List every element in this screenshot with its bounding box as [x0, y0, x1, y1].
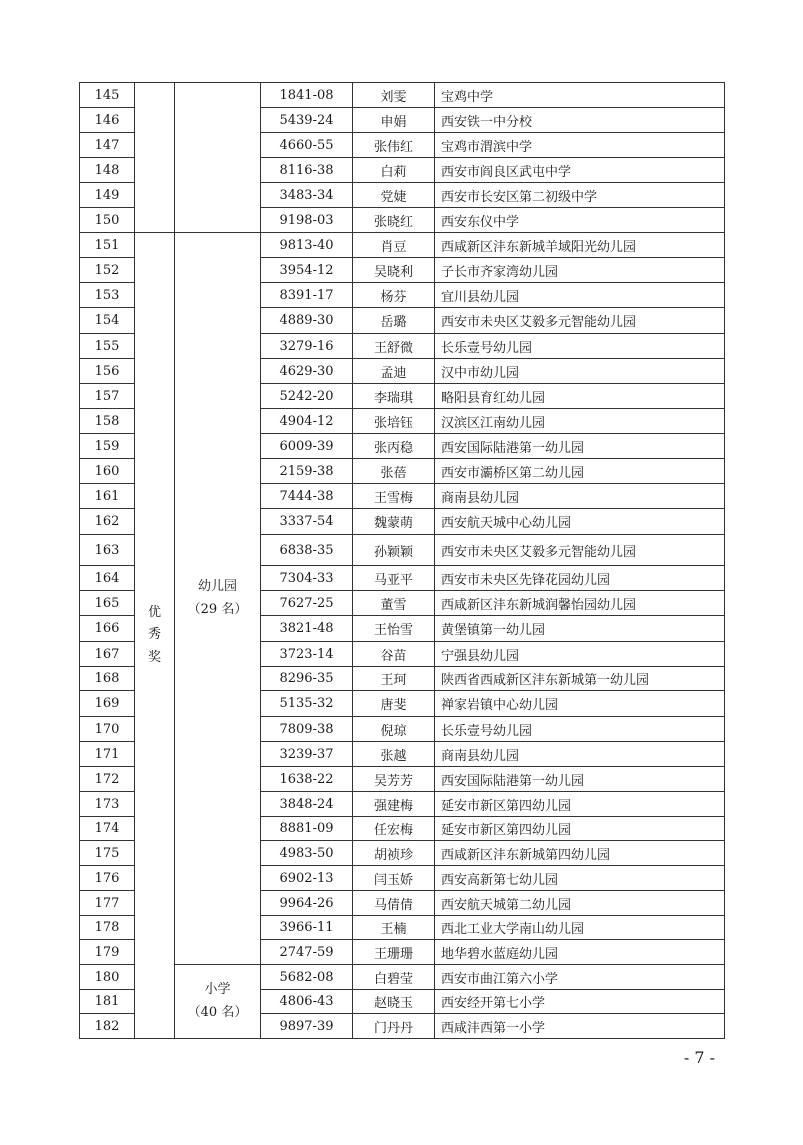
teacher-name-cell: 赵晓玉 [353, 990, 435, 1014]
page-number: - 7 - [683, 1048, 715, 1067]
row-number-cell: 166 [80, 616, 135, 642]
entry-code-cell: 1638-22 [261, 767, 353, 792]
category-group-cell [175, 83, 261, 233]
school-name-cell: 西安航天城中心幼儿园 [435, 509, 725, 535]
entry-code-cell: 8116-38 [261, 158, 353, 183]
entry-code-cell: 2159-38 [261, 459, 353, 484]
teacher-name-cell: 马倩倩 [353, 891, 435, 916]
entry-code-cell: 9813-40 [261, 233, 353, 258]
school-name-cell: 商南县幼儿园 [435, 742, 725, 767]
category-group-cell: 小学 （40 名） [175, 965, 261, 1039]
school-name-cell: 宝鸡市渭滨中学 [435, 133, 725, 158]
row-number-cell: 151 [80, 233, 135, 258]
school-name-cell: 西安市灞桥区第二幼儿园 [435, 459, 725, 484]
teacher-name-cell: 孟迪 [353, 359, 435, 384]
school-name-cell: 西咸新区沣东新城羊域阳光幼儿园 [435, 233, 725, 258]
school-name-cell: 西安东仪中学 [435, 208, 725, 233]
school-name-cell: 宝鸡中学 [435, 83, 725, 108]
row-number-cell: 152 [80, 258, 135, 283]
school-name-cell: 西安经开第七小学 [435, 990, 725, 1014]
school-name-cell: 西安国际陆港第一幼儿园 [435, 434, 725, 459]
school-name-cell: 宁强县幼儿园 [435, 642, 725, 667]
teacher-name-cell: 岳璐 [353, 308, 435, 334]
row-number-cell: 145 [80, 83, 135, 108]
teacher-name-cell: 任宏梅 [353, 817, 435, 841]
teacher-name-cell: 张蓓 [353, 459, 435, 484]
row-number-cell: 165 [80, 591, 135, 616]
entry-code-cell: 4629-30 [261, 359, 353, 384]
school-name-cell: 西安高新第七幼儿园 [435, 866, 725, 891]
row-number-cell: 159 [80, 434, 135, 459]
teacher-name-cell: 申娟 [353, 108, 435, 133]
row-number-cell: 176 [80, 866, 135, 891]
teacher-name-cell: 肖豆 [353, 233, 435, 258]
entry-code-cell: 4983-50 [261, 841, 353, 866]
school-name-cell: 地华碧水蓝庭幼儿园 [435, 940, 725, 965]
teacher-name-cell: 马亚平 [353, 566, 435, 591]
award-level-cell-continued [135, 83, 175, 233]
school-name-cell: 汉滨区江南幼儿园 [435, 409, 725, 434]
entry-code-cell: 5682-08 [261, 965, 353, 990]
teacher-name-cell: 吴晓利 [353, 258, 435, 283]
entry-code-cell: 9198-03 [261, 208, 353, 233]
school-name-cell: 西安市未央区先锋花园幼儿园 [435, 566, 725, 591]
row-number-cell: 163 [80, 535, 135, 566]
row-number-cell: 156 [80, 359, 135, 384]
teacher-name-cell: 王珊珊 [353, 940, 435, 965]
entry-code-cell: 3337-54 [261, 509, 353, 535]
teacher-name-cell: 孙颖颖 [353, 535, 435, 566]
teacher-name-cell: 董雪 [353, 591, 435, 616]
teacher-name-cell: 白莉 [353, 158, 435, 183]
entry-code-cell: 4660-55 [261, 133, 353, 158]
teacher-name-cell: 白碧莹 [353, 965, 435, 990]
row-number-cell: 177 [80, 891, 135, 916]
school-name-cell: 西咸沣西第一小学 [435, 1014, 725, 1039]
entry-code-cell: 5439-24 [261, 108, 353, 133]
entry-code-cell: 7627-25 [261, 591, 353, 616]
teacher-name-cell: 张晓红 [353, 208, 435, 233]
entry-code-cell: 6838-35 [261, 535, 353, 566]
school-name-cell: 黄堡镇第一幼儿园 [435, 616, 725, 642]
teacher-name-cell: 王舒微 [353, 334, 435, 359]
teacher-name-cell: 唐斐 [353, 691, 435, 717]
row-number-cell: 175 [80, 841, 135, 866]
school-name-cell: 长乐壹号幼儿园 [435, 334, 725, 359]
teacher-name-cell: 王雪梅 [353, 484, 435, 509]
entry-code-cell: 7809-38 [261, 717, 353, 742]
school-name-cell: 西安铁一中分校 [435, 108, 725, 133]
row-number-cell: 182 [80, 1014, 135, 1039]
row-number-cell: 180 [80, 965, 135, 990]
entry-code-cell: 4806-43 [261, 990, 353, 1014]
row-number-cell: 173 [80, 792, 135, 817]
school-name-cell: 长乐壹号幼儿园 [435, 717, 725, 742]
entry-code-cell: 6009-39 [261, 434, 353, 459]
teacher-name-cell: 李瑞琪 [353, 384, 435, 409]
teacher-name-cell: 张伟红 [353, 133, 435, 158]
entry-code-cell: 6902-13 [261, 866, 353, 891]
row-number-cell: 161 [80, 484, 135, 509]
entry-code-cell: 5135-32 [261, 691, 353, 717]
row-number-cell: 167 [80, 642, 135, 667]
teacher-name-cell: 刘雯 [353, 83, 435, 108]
entry-code-cell: 3483-34 [261, 183, 353, 208]
entry-code-cell: 1841-08 [261, 83, 353, 108]
row-number-cell: 153 [80, 283, 135, 308]
row-number-cell: 150 [80, 208, 135, 233]
category-group-cell: 幼儿园 （29 名） [175, 233, 261, 965]
school-name-cell: 西安市未央区艾毅多元智能幼儿园 [435, 308, 725, 334]
awards-table-body [80, 83, 725, 1039]
school-name-cell: 延安市新区第四幼儿园 [435, 792, 725, 817]
teacher-name-cell: 倪琼 [353, 717, 435, 742]
row-number-cell: 154 [80, 308, 135, 334]
teacher-name-cell: 王怡雪 [353, 616, 435, 642]
school-name-cell: 禅家岩镇中心幼儿园 [435, 691, 725, 717]
teacher-name-cell: 强建梅 [353, 792, 435, 817]
row-number-cell: 181 [80, 990, 135, 1014]
school-name-cell: 陕西省西咸新区沣东新城第一幼儿园 [435, 667, 725, 691]
row-number-cell: 146 [80, 108, 135, 133]
entry-code-cell: 7304-33 [261, 566, 353, 591]
table-row [80, 233, 725, 258]
school-name-cell: 延安市新区第四幼儿园 [435, 817, 725, 841]
row-number-cell: 168 [80, 667, 135, 691]
entry-code-cell: 3239-37 [261, 742, 353, 767]
teacher-name-cell: 魏蒙萌 [353, 509, 435, 535]
row-number-cell: 158 [80, 409, 135, 434]
entry-code-cell: 7444-38 [261, 484, 353, 509]
row-number-cell: 178 [80, 916, 135, 940]
row-number-cell: 170 [80, 717, 135, 742]
row-number-cell: 147 [80, 133, 135, 158]
teacher-name-cell: 张丙稳 [353, 434, 435, 459]
teacher-name-cell: 胡祯珍 [353, 841, 435, 866]
school-name-cell: 汉中市幼儿园 [435, 359, 725, 384]
school-name-cell: 西安市未央区艾毅多元智能幼儿园 [435, 535, 725, 566]
teacher-name-cell: 闫玉娇 [353, 866, 435, 891]
school-name-cell: 西安市阎良区武屯中学 [435, 158, 725, 183]
row-number-cell: 162 [80, 509, 135, 535]
teacher-name-cell: 杨芬 [353, 283, 435, 308]
entry-code-cell: 4904-12 [261, 409, 353, 434]
teacher-name-cell: 张越 [353, 742, 435, 767]
entry-code-cell: 5242-20 [261, 384, 353, 409]
row-number-cell: 172 [80, 767, 135, 792]
row-number-cell: 169 [80, 691, 135, 717]
teacher-name-cell: 张培钰 [353, 409, 435, 434]
school-name-cell: 西安航天城第二幼儿园 [435, 891, 725, 916]
row-number-cell: 174 [80, 817, 135, 841]
award-level-cell: 优 秀 奖 [135, 233, 175, 1039]
row-number-cell: 171 [80, 742, 135, 767]
school-name-cell: 子长市齐家湾幼儿园 [435, 258, 725, 283]
school-name-cell: 商南县幼儿园 [435, 484, 725, 509]
teacher-name-cell: 王楠 [353, 916, 435, 940]
entry-code-cell: 3954-12 [261, 258, 353, 283]
teacher-name-cell: 党婕 [353, 183, 435, 208]
teacher-name-cell: 谷苗 [353, 642, 435, 667]
entry-code-cell: 9964-26 [261, 891, 353, 916]
school-name-cell: 西咸新区沣东新城润馨怡园幼儿园 [435, 591, 725, 616]
entry-code-cell: 3848-24 [261, 792, 353, 817]
school-name-cell: 西安国际陆港第一幼儿园 [435, 767, 725, 792]
entry-code-cell: 8881-09 [261, 817, 353, 841]
row-number-cell: 148 [80, 158, 135, 183]
entry-code-cell: 3279-16 [261, 334, 353, 359]
row-number-cell: 157 [80, 384, 135, 409]
entry-code-cell: 3966-11 [261, 916, 353, 940]
entry-code-cell: 9897-39 [261, 1014, 353, 1039]
school-name-cell: 略阳县育红幼儿园 [435, 384, 725, 409]
table-row [80, 83, 725, 108]
row-number-cell: 164 [80, 566, 135, 591]
table-row [80, 965, 725, 990]
entry-code-cell: 4889-30 [261, 308, 353, 334]
school-name-cell: 西安市曲江第六小学 [435, 965, 725, 990]
entry-code-cell: 8391-17 [261, 283, 353, 308]
entry-code-cell: 3821-48 [261, 616, 353, 642]
entry-code-cell: 8296-35 [261, 667, 353, 691]
school-name-cell: 西咸新区沣东新城第四幼儿园 [435, 841, 725, 866]
row-number-cell: 155 [80, 334, 135, 359]
school-name-cell: 宜川县幼儿园 [435, 283, 725, 308]
row-number-cell: 149 [80, 183, 135, 208]
teacher-name-cell: 门丹丹 [353, 1014, 435, 1039]
teacher-name-cell: 王珂 [353, 667, 435, 691]
entry-code-cell: 2747-59 [261, 940, 353, 965]
awards-table [79, 82, 725, 1039]
row-number-cell: 160 [80, 459, 135, 484]
teacher-name-cell: 吴芳芳 [353, 767, 435, 792]
row-number-cell: 179 [80, 940, 135, 965]
school-name-cell: 西北工业大学南山幼儿园 [435, 916, 725, 940]
school-name-cell: 西安市长安区第二初级中学 [435, 183, 725, 208]
entry-code-cell: 3723-14 [261, 642, 353, 667]
